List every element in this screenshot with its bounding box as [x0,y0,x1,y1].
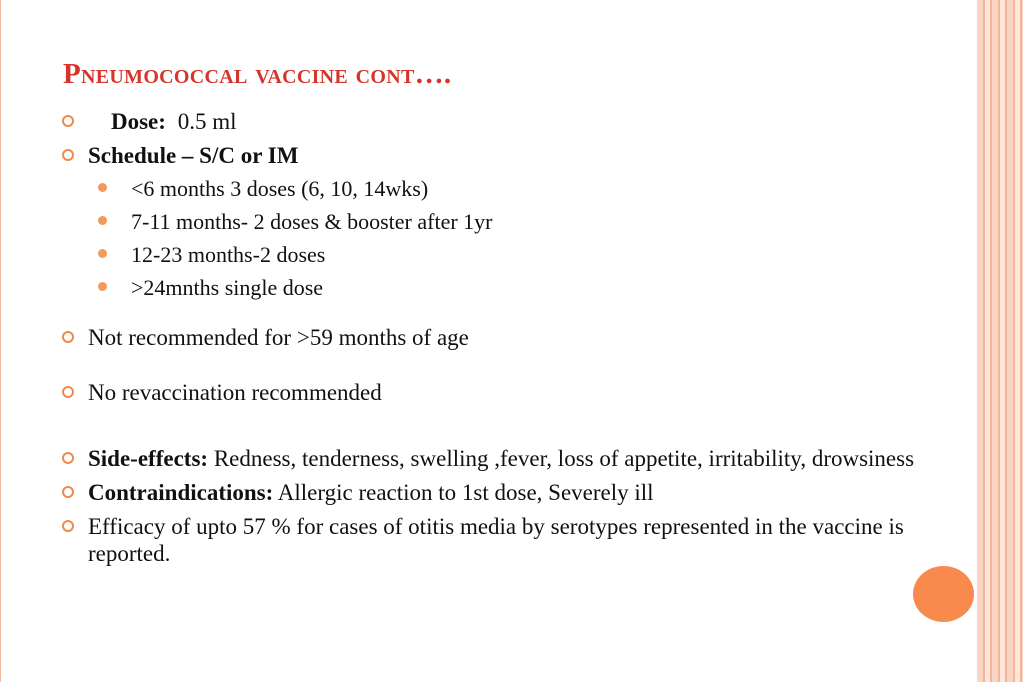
slide-title: Pneumococcal vaccine cont…. [63,58,452,90]
side-effects-label: Side-effects: [88,446,209,471]
bullet-no-revaccination [62,379,967,406]
schedule-item-text: 12-23 months-2 doses [131,242,326,267]
no-revaccination-text: No revaccination recommended [88,380,382,405]
schedule-item-text: <6 months 3 doses (6, 10, 14wks) [131,176,429,201]
dot-bullet-icon [98,282,107,291]
ring-bullet-icon [62,386,74,398]
efficacy-text: Efficacy of upto 57 % for cases of otitis media by serotypes represented in the vaccine is reported. [88,514,904,566]
schedule-item [62,274,967,301]
schedule-label: Schedule – S/C or IM [88,143,299,168]
ring-bullet-icon [62,149,74,161]
bullet-efficacy [62,513,967,567]
schedule-item-text: >24mnths single dose [131,275,324,300]
side-effects-text: Redness, tenderness, swelling ,fever, loss of appetite, irritability, drowsiness [208,446,915,471]
dose-label: Dose: [111,109,166,134]
dot-bullet-icon [98,216,107,225]
schedule-item-text: 7-11 months- 2 doses & booster after 1yr [131,209,493,234]
bullet-side-effects [62,445,967,472]
not-recommended-text: Not recommended for >59 months of age [88,325,469,350]
slide-content [62,108,967,567]
contraindications-text: Allergic reaction to 1st dose, Severely ill [273,480,654,505]
bullet-contraindications [62,479,967,506]
bullet-not-recommended [62,324,967,351]
schedule-item [62,208,967,235]
bullet-dose [62,108,967,135]
bullet-schedule [62,142,967,169]
schedule-item [62,175,967,202]
dot-bullet-icon [98,183,107,192]
ring-bullet-icon [62,520,74,532]
dot-bullet-icon [98,249,107,258]
slide-left-border [0,0,1,682]
ring-bullet-icon [62,331,74,343]
ring-bullet-icon [62,486,74,498]
decorative-orange-circle [913,566,974,622]
contraindications-label: Contraindications: [88,480,274,505]
ring-bullet-icon [62,115,74,127]
decorative-stripes [977,0,1023,682]
schedule-item [62,241,967,268]
dose-value: 0.5 ml [177,109,237,134]
ring-bullet-icon [62,452,74,464]
